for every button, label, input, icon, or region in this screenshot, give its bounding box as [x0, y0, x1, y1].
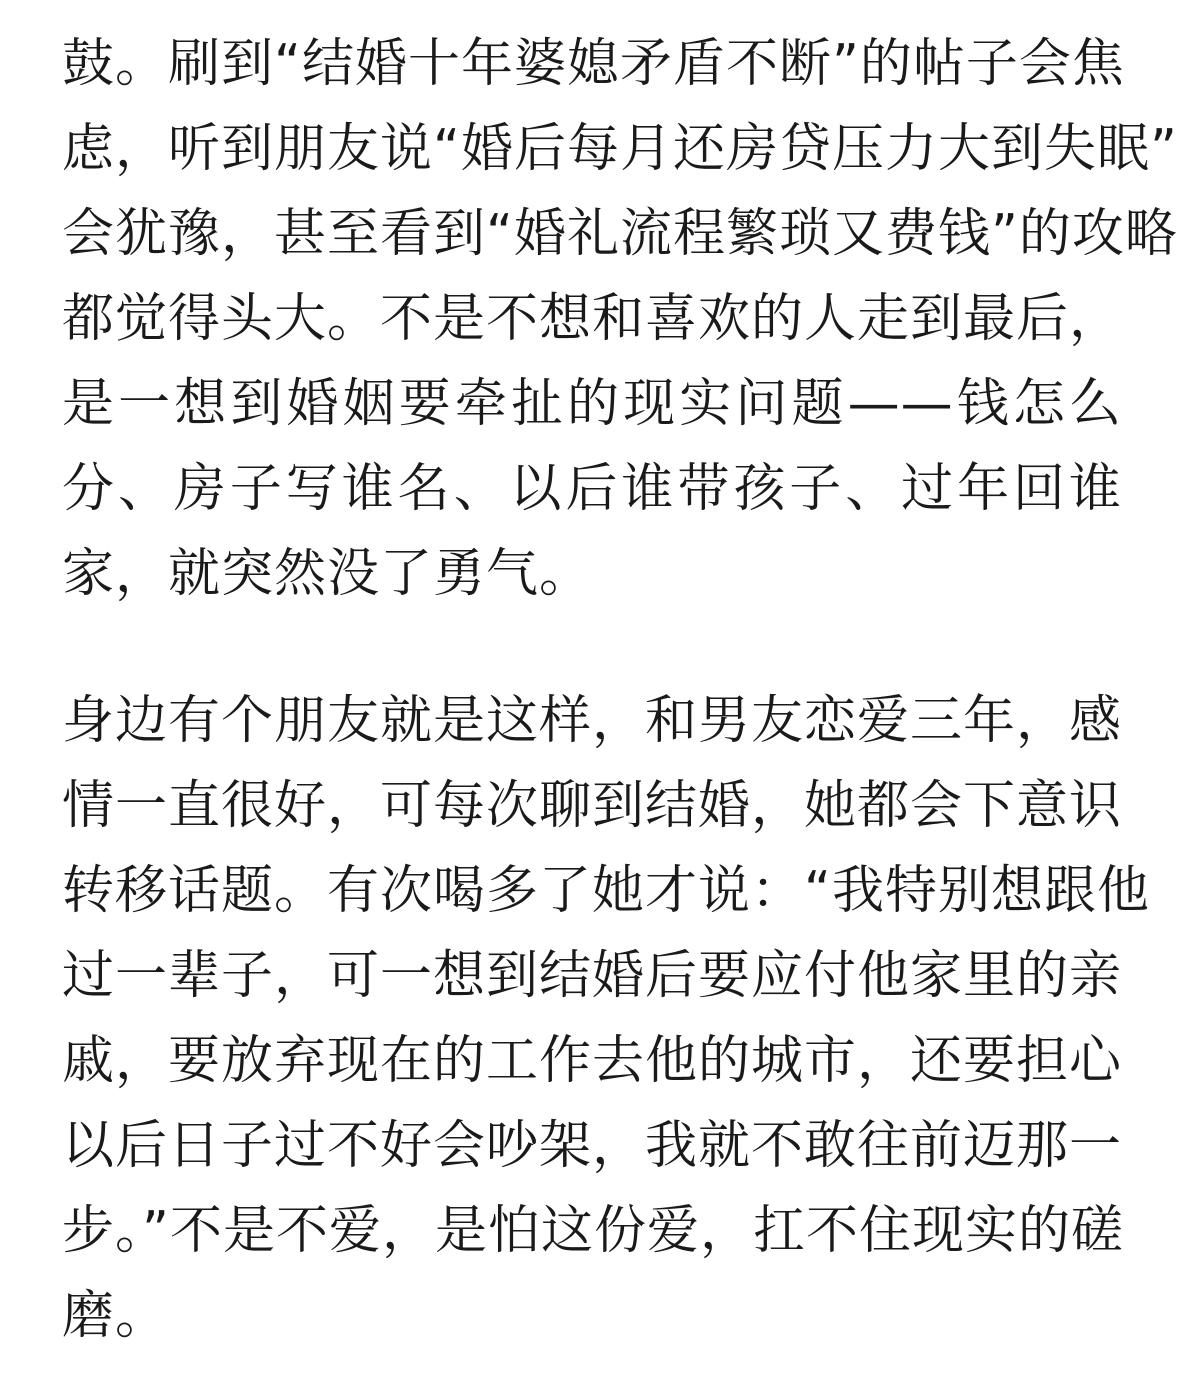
text-line: 会犹豫，甚至看到“婚礼流程繁琐又费钱”的攻略 [62, 204, 1178, 264]
paragraph-2 [62, 679, 1150, 1359]
text-line: 虑，听到朋友说“婚后每月还房贷压力大到失眠” [62, 119, 1178, 179]
article-body [62, 22, 1178, 1359]
paragraph-gap [62, 617, 1122, 679]
text-line: 是一想到婚姻要牵扯的现实问题——钱怎么 [62, 374, 1122, 434]
text-line: 转移话题。有次喝多了她才说：“我特别想跟他 [62, 861, 1150, 921]
text-line: 情一直很好，可每次聊到结婚，她都会下意识 [62, 776, 1123, 836]
text-line: 身边有个朋友就是这样，和男友恋爱三年，感 [62, 691, 1123, 751]
paragraph-1 [62, 22, 1178, 617]
text-line: 过一辈子，可一想到结婚后要应付他家里的亲 [62, 946, 1123, 1006]
text-line: 以后日子过不好会吵架，我就不敢往前迈那一 [62, 1116, 1123, 1176]
text-line: 家，就突然没了勇气。 [62, 544, 593, 604]
text-line: 磨。 [62, 1286, 169, 1346]
text-line: 戚，要放弃现在的工作去他的城市，还要担心 [62, 1031, 1123, 1091]
text-line: 鼓。刷到“结婚十年婆媳矛盾不断”的帖子会焦 [62, 34, 1125, 94]
text-line: 分、房子写谁名、以后谁带孩子、过年回谁 [62, 459, 1122, 519]
text-line: 都觉得头大。不是不想和喜欢的人走到最后， [62, 289, 1123, 349]
text-line: 步。”不是不爱，是怕这份爱，扛不住现实的磋 [62, 1201, 1124, 1261]
